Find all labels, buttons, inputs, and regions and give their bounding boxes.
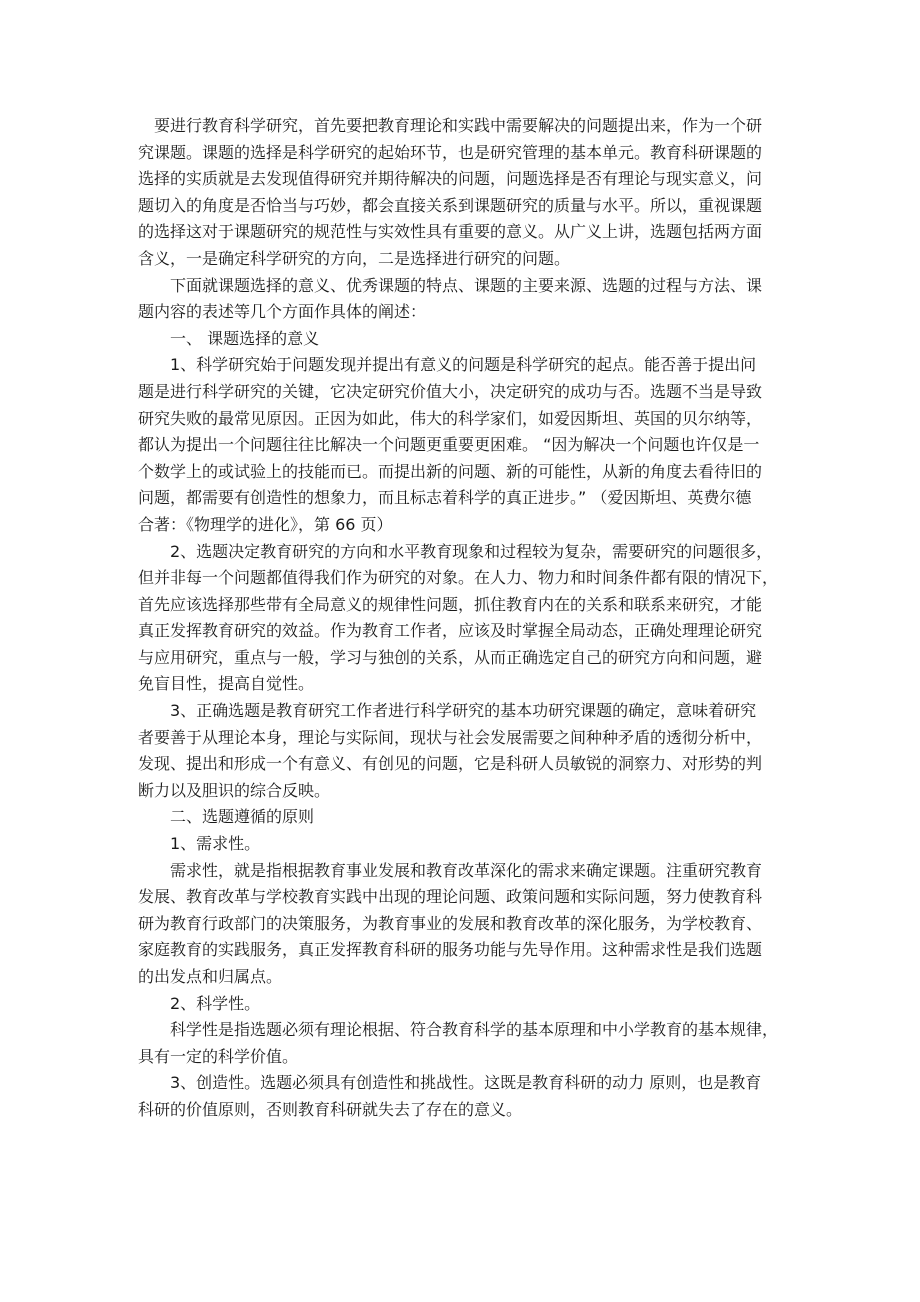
text-line: 但并非每一个问题都值得我们作为研究的对象。在人力、物力和时间条件都有限的情况下， (138, 568, 779, 588)
text-line: 选择的实质就是去发现值得研究并期待解决的问题，问题选择是否有理论与现实意义，问 (138, 169, 763, 189)
text-line: 含义，一是确定科学研究的方向，二是选择进行研究的问题。 (138, 248, 571, 268)
text-line: 断力以及胆识的综合反映。 (138, 780, 331, 800)
text-line: 科研的价值原则，否则教育科研就失去了存在的意义。 (138, 1099, 523, 1119)
text-line: 研究失败的最常见原因。正因为如此，伟大的科学家们，如爱因斯坦、英国的贝尔纳等， (138, 408, 763, 428)
text-line: 个数学上的或试验上的技能而已。而提出新的问题、新的可能性，从新的角度去看待旧的 (138, 461, 763, 481)
section-heading: 二、选题遵循的原则 (170, 807, 315, 827)
text-line: 与应用研究，重点与一般，学习与独创的关系，从而正确选定自己的研究方向和问题，避 (138, 647, 763, 667)
text-line: 者要善于从理论本身，理论与实际间，现状与社会发展需要之间种种矛盾的透彻分析中， (138, 727, 763, 747)
text-line: 的选择这对于课题研究的规范性与实效性具有重要的意义。从广义上讲，选题包括两方面 (138, 222, 763, 242)
text-line: 都认为提出一个问题往往比解决一个问题更重要更困难。 “因为解决一个问题也许仅是一 (138, 435, 760, 455)
text-line: 问题，都需要有创造性的想象力，而且标志着科学的真正进步。” （爱因斯坦、英费尔德 (138, 488, 752, 508)
text-line: 3、正确选题是教育研究工作者进行科学研究的基本功研究课题的确定，意味着研究 (170, 701, 757, 721)
text-line: 首先应该选择那些带有全局意义的规律性问题，抓住教育内在的关系和联系来研究，才能 (138, 594, 763, 614)
text-line: 1、科学研究始于问题发现并提出有意义的问题是科学研究的起点。能否善于提出问 (170, 355, 757, 375)
text-line: 需求性，就是指根据教育事业发展和教育改革深化的需求来确定课题。注重研究教育 (170, 860, 763, 880)
subsection-heading: 2、科学性。 (170, 993, 261, 1013)
text-line: 3、创造性。选题必须具有创造性和挑战性。这既是教育科研的动力 原则，也是教育 (170, 1073, 762, 1093)
text-line: 家庭教育的实践服务，真正发挥教育科研的服务功能与先导作用。这种需求性是我们选题 (138, 940, 763, 960)
text-line: 2、选题决定教育研究的方向和水平教育现象和过程较为复杂，需要研究的问题很多， (170, 541, 773, 561)
text-line: 究课题。课题的选择是科学研究的起始环节，也是研究管理的基本单元。教育科研课题的 (138, 142, 763, 162)
text-line: 要进行教育科学研究，首先要把教育理论和实践中需要解决的问题提出来，作为一个研 (154, 116, 763, 135)
text-line: 合著：《物理学的进化》，第 66 页） (138, 514, 393, 534)
text-line: 研为教育行政部门的决策服务，为教育事业的发展和教育改革的深化服务，为学校教育、 (138, 913, 763, 933)
text-line: 科学性是指选题必须有理论根据、符合教育科学的基本原理和中小学教育的基本规律， (170, 1020, 779, 1040)
section-heading: 一、 课题选择的意义 (170, 328, 320, 348)
text-line: 真正发挥教育研究的效益。作为教育工作者，应该及时掌握全局动态，正确处理理论研究 (138, 621, 763, 641)
text-line: 具有一定的科学价值。 (138, 1046, 299, 1066)
text-line: 题切入的角度是否恰当与巧妙，都会直接关系到课题研究的质量与水平。所以，重视课题 (138, 195, 763, 215)
text-line: 题内容的表述等几个方面作具体的阐述： (138, 302, 427, 322)
subsection-heading: 1、需求性。 (170, 834, 261, 854)
text-line: 的出发点和归属点。 (138, 967, 283, 986)
document-body (138, 113, 800, 1124)
text-line: 发展、教育改革与学校教育实践中出现的理论问题、政策问题和实际问题，努力使教育科 (138, 887, 763, 907)
text-line: 下面就课题选择的意义、优秀课题的特点、课题的主要来源、选题的过程与方法、课 (170, 275, 763, 295)
text-line: 发现、提出和形成一个有意义、有创见的问题，它是科研人员敏锐的洞察力、对形势的判 (138, 754, 763, 774)
text-line: 题是进行科学研究的关键，它决定研究价值大小，决定研究的成功与否。选题不当是导致 (138, 381, 763, 401)
text-line: 免盲目性，提高自觉性。 (138, 674, 315, 694)
